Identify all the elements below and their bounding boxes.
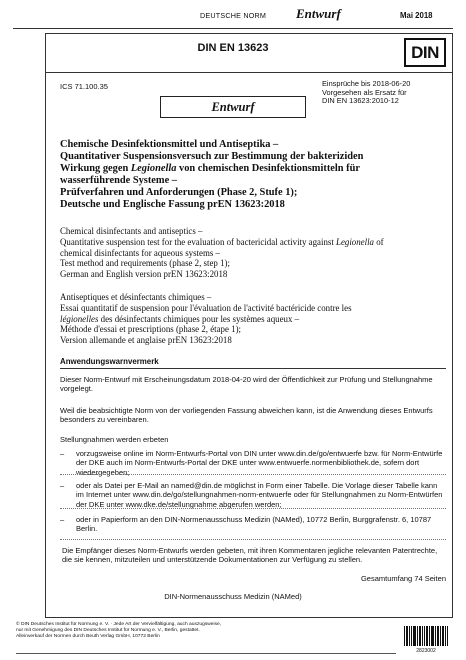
- bullet-marker: –: [60, 481, 65, 490]
- barcode-number: 2823002: [416, 648, 436, 654]
- header-rule: [13, 28, 453, 29]
- header-date: Mai 2018: [400, 11, 433, 20]
- bullet-divider: [60, 508, 446, 509]
- german-title-italic: Legionella: [130, 163, 177, 174]
- german-title-line: Chemische Desinfektionsmittel und Antiseptika –: [60, 139, 279, 150]
- copyright-line: © DIN Deutsches Institut für Normung e. V. · Jede Art der Vervielfältigung, auch auszugsweise,: [16, 622, 222, 627]
- committee-name: DIN-Normenausschuss Medizin (NAMed): [164, 592, 302, 601]
- german-title: [60, 139, 445, 211]
- english-title-line: German and English version prEN 13623:2018: [60, 269, 228, 280]
- french-title-line: Essai quantitatif de suspension pour l'évaluation de l'activité bactéricide contre les: [60, 302, 352, 313]
- patent-notice: Die Empfänger dieses Norm-Entwurfs werden gebeten, mit ihren Kommentaren jegliche relevanten Patentrechte, die sie kennen, mitzuteilen und unterstützende Dokumentationen zur Verfügung zu stellen.: [62, 546, 438, 565]
- copyright-line: nur mit Genehmigung des DIN Deutsches Institut für Normung e. V., Berlin, gestattet.: [16, 628, 200, 634]
- german-title-text: von chemischen Desinfektionsmitteln für: [176, 163, 360, 174]
- bullet-text: oder als Datei per E-Mail an named@din.de möglichst in Form einer Tabelle. Die Vorlage dieser Tabelle kann im Internet unter www.din.de/go/stellungnahmen-norm-entwuerfe oder für Stellungnahmen zu Norm-Entwürfen der DKE unter www.dke.de/stellungnahme abgerufen werden;: [76, 481, 443, 509]
- german-title-line: wasserführende Systeme –: [60, 175, 177, 186]
- footer-rule: [16, 653, 396, 654]
- english-title-text: Quantitative suspension test for the evaluation of bactericidal activity against: [60, 236, 337, 247]
- notice-deviation-text: Weil die beabsichtigte Norm von der vorliegenden Fassung abweichen kann, ist die Anwendung dieses Entwurfs besonders zu vereinbaren.: [60, 406, 433, 425]
- title-rule: [46, 72, 452, 73]
- french-title-italic: légionelles: [60, 313, 99, 324]
- german-title-text: Wirkung gegen: [60, 163, 131, 174]
- copyright-line: Alleinverkauf der Normen durch Beuth Verlag GmbH, 10772 Berlin: [16, 634, 160, 640]
- english-title-line: [60, 237, 445, 248]
- copyright-notice: [16, 622, 396, 641]
- french-title-line: Antiseptiques et désinfectants chimiques –: [60, 292, 212, 302]
- english-title-line: chemical disinfectants for aqueous systems –: [60, 247, 220, 258]
- bullet-text: vorzugsweise online im Norm-Entwurfs-Portal von DIN unter www.din.de/go/entwuerfe bzw. für Norm-Entwürfe der DKE auch im Norm-Entwurfs-Portal der DKE unter www.entwuerfe.normenbibliothek.de, sofern dort wiedergegeben;: [76, 449, 443, 477]
- french-title-text: des désinfectants chimiques pour les systèmes aqueux –: [98, 313, 300, 324]
- english-title-line: Test method and requirements (phase 2, step 1);: [60, 258, 230, 269]
- bullet-divider: [60, 539, 446, 540]
- notice-rule: [60, 368, 446, 369]
- german-title-line: Prüfverfahren und Anforderungen (Phase 2, Stufe 1);: [60, 187, 298, 198]
- bullet-marker: –: [60, 515, 65, 524]
- barcode: [404, 626, 448, 646]
- bullet-divider: [60, 474, 446, 475]
- notice-intro: Dieser Norm-Entwurf mit Erscheinungsdatum 2018-04-20 wird der Öffentlichkeit zur Prüfung und Stellungnahme vorgelegt.: [60, 375, 433, 394]
- comments-info: [322, 80, 448, 106]
- notice-comments-requested: Stellungnahmen werden erbeten: [60, 435, 169, 444]
- english-title-italic: Legionella: [336, 236, 374, 247]
- english-title-text: of: [374, 236, 384, 247]
- notice-heading: Anwendungswarnvermerk: [60, 357, 159, 366]
- din-logo-text: DIN: [411, 42, 439, 62]
- comments-deadline: Einsprüche bis 2018-06-20: [322, 79, 411, 88]
- german-title-line: Deutsche und Englische Fassung prEN 13623:2018: [60, 199, 285, 210]
- german-title-line: [60, 163, 445, 175]
- notice-bullet: [60, 481, 446, 509]
- header-status: Entwurf: [296, 6, 341, 21]
- french-title-line: Méthode d'essai et prescriptions (phase 2, étape 1);: [60, 324, 242, 335]
- english-title-line: Chemical disinfectants and antiseptics –: [60, 226, 203, 236]
- comments-replacement-doc: DIN EN 13623:2010-12: [322, 96, 399, 106]
- notice-bullet: [60, 449, 446, 477]
- din-logo: [404, 38, 446, 67]
- header-publisher: DEUTSCHE NORM: [200, 11, 267, 20]
- ics-code: ICS 71.100.35: [60, 82, 108, 91]
- total-pages: Gesamtumfang 74 Seiten: [360, 574, 446, 583]
- bullet-marker: –: [60, 449, 65, 458]
- bullet-text: oder in Papierform an den DIN-Normenausschuss Medizin (NAMed), 10772 Berlin, Burggrafenstr. 6, 10787 Berlin.: [76, 515, 432, 534]
- notice-bullet: [60, 515, 446, 534]
- french-title-line: Version allemande et anglaise prEN 13623:2018: [60, 335, 232, 346]
- draft-label-box: Entwurf: [160, 96, 306, 118]
- french-title: [60, 292, 445, 346]
- document-number: DIN EN 13623: [197, 42, 269, 54]
- english-title: [60, 226, 445, 280]
- french-title-line: [60, 314, 445, 325]
- comments-replacement-label: Vorgesehen als Ersatz für: [322, 87, 407, 97]
- german-title-line: Quantitativer Suspensionsversuch zur Bestimmung der bakteriziden: [60, 151, 364, 162]
